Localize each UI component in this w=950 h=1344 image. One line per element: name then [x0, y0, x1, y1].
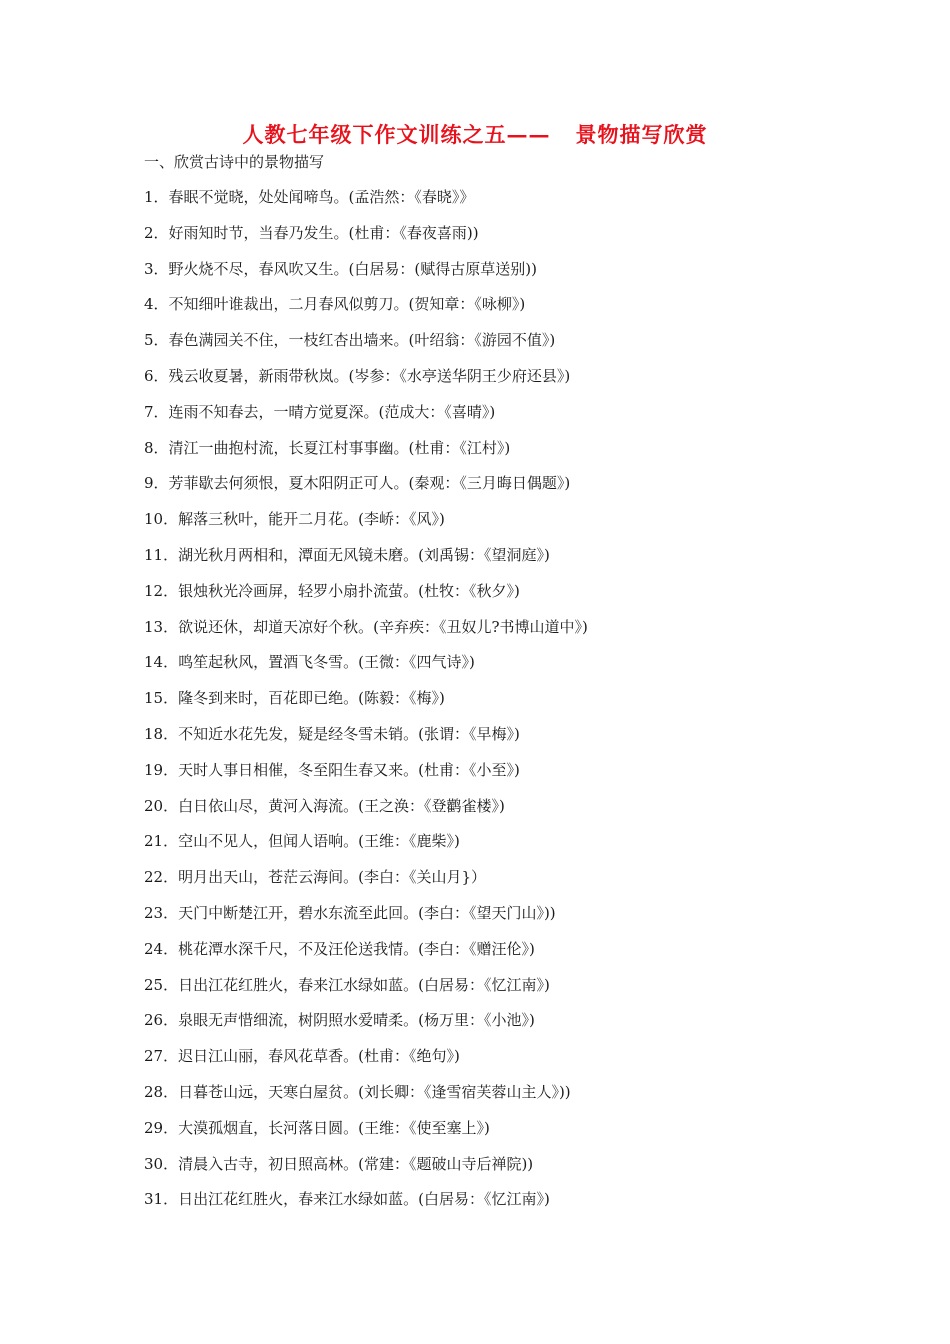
list-item — [144, 329, 588, 365]
list-item — [144, 1045, 588, 1081]
item-text: 日出江花红胜火，春来江水绿如蓝。(白居易：《忆江南》) — [178, 975, 550, 994]
list-item — [144, 902, 588, 938]
item-text: 桃花潭水深千尺，不及汪伦送我情。(李白：《赠汪伦》) — [178, 939, 535, 958]
item-text: 空山不见人，但闻人语响。(王维：《鹿柴》) — [178, 832, 460, 851]
item-text: 银烛秋光冷画屏，轻罗小扇扑流萤。(杜牧：《秋夕》) — [178, 581, 520, 600]
section-heading: 一、欣赏古诗中的景物描写 — [144, 153, 325, 171]
list-item — [144, 1153, 588, 1189]
item-number: 6． — [144, 366, 169, 385]
list-item — [144, 293, 588, 329]
list-item — [144, 1117, 588, 1153]
item-number: 19． — [144, 760, 179, 779]
item-text: 湖光秋月两相和，潭面无风镜未磨。(刘禹锡：《望洞庭》) — [178, 545, 550, 564]
item-text: 迟日江山丽，春风花草香。(杜甫：《绝句》) — [178, 1047, 460, 1066]
item-number: 27． — [144, 1047, 179, 1066]
item-number: 10． — [144, 510, 179, 529]
item-number: 12． — [144, 581, 179, 600]
item-number: 20． — [144, 796, 179, 815]
item-number: 2． — [144, 223, 169, 242]
item-text: 春眠不觉晓，处处闻啼鸟。(孟浩然：《春晓》》 — [168, 188, 475, 206]
list-item — [144, 616, 588, 652]
list-item — [144, 186, 588, 222]
list-item — [144, 437, 588, 473]
item-number: 7． — [144, 402, 169, 421]
item-text: 天时人事日相催，冬至阳生春又来。(杜甫：《小至》) — [178, 760, 520, 779]
item-text: 不知近水花先发，疑是经冬雪未销。(张谓：《早梅》) — [178, 724, 520, 743]
list-item — [144, 1188, 588, 1224]
item-number: 4． — [144, 295, 169, 314]
item-number: 5． — [144, 331, 169, 350]
item-number: 25． — [144, 975, 179, 994]
item-number: 24． — [144, 939, 179, 958]
item-text: 解落三秋叶，能开二月花。(李峤：《风》) — [178, 510, 445, 529]
list-item — [144, 795, 588, 831]
item-text: 残云收夏暑，新雨带秋岚。(岑参：《水亭送华阴王少府还县》) — [168, 366, 571, 385]
item-text: 连雨不知春去，一晴方觉夏深。(范成大：《喜晴》) — [168, 402, 496, 421]
list-item — [144, 759, 588, 795]
item-number: 31． — [144, 1190, 179, 1209]
list-item — [144, 544, 588, 580]
item-number: 9． — [144, 474, 169, 493]
list-item — [144, 974, 588, 1010]
item-text: 好雨知时节，当春乃发生。(杜甫：《春夜喜雨)) — [168, 223, 479, 242]
item-text: 不知细叶谁裁出，二月春风似剪刀。(贺知章：《咏柳》) — [168, 295, 526, 314]
item-number: 3． — [144, 259, 169, 278]
item-text: 芳菲歇去何须恨，夏木阳阴正可人。(秦观：《三月晦日偶题》) — [168, 474, 571, 493]
item-number: 21． — [144, 832, 179, 851]
list-item — [144, 651, 588, 687]
item-number: 14． — [144, 653, 179, 672]
item-text: 泉眼无声惜细流，树阴照水爱晴柔。(杨万里：《小池》) — [178, 1011, 535, 1030]
item-number: 22． — [144, 868, 179, 887]
item-number: 1． — [144, 188, 169, 206]
list-item — [144, 938, 588, 974]
list-item — [144, 580, 588, 616]
item-number: 29． — [144, 1118, 179, 1137]
item-text: 明月出天山，苍茫云海间。(李白：《关山月}） — [178, 868, 486, 887]
item-number: 13． — [144, 617, 179, 636]
list-item — [144, 258, 588, 294]
item-text: 隆冬到来时，百花即已绝。(陈毅：《梅》) — [178, 689, 445, 708]
list-item — [144, 723, 588, 759]
item-number: 15． — [144, 689, 179, 708]
document-title: 人教七年级下作文训练之五—— 景物描写欣赏 — [242, 122, 708, 147]
poem-list — [144, 186, 588, 1224]
item-text: 日暮苍山远，天寒白屋贫。(刘长卿：《逢雪宿芙蓉山主人》)) — [178, 1082, 571, 1101]
item-number: 26． — [144, 1011, 179, 1030]
item-number: 11． — [144, 545, 179, 564]
item-number: 8． — [144, 438, 169, 457]
list-item — [144, 472, 588, 508]
list-item — [144, 508, 588, 544]
list-item — [144, 365, 588, 401]
item-text: 白日依山尽，黄河入海流。(王之涣：《登鹳雀楼》) — [178, 796, 505, 815]
list-item — [144, 222, 588, 258]
list-item — [144, 687, 588, 723]
list-item — [144, 1009, 588, 1045]
list-item — [144, 401, 588, 437]
item-text: 大漠孤烟直，长河落日圆。(王维：《使至塞上》) — [178, 1118, 490, 1137]
item-text: 清江一曲抱村流，长夏江村事事幽。(杜甫：《江村》) — [168, 438, 511, 457]
item-text: 鸣笙起秋风，置酒飞冬雪。(王微：《四气诗》) — [178, 653, 475, 672]
list-item — [144, 830, 588, 866]
item-text: 日出江花红胜火，春来江水绿如蓝。(白居易：《忆江南》) — [178, 1190, 550, 1209]
item-number: 18． — [144, 724, 179, 743]
item-text: 欲说还休，却道天凉好个秋。(辛弃疾：《丑奴儿?书博山道中》) — [178, 617, 588, 636]
item-text: 春色满园关不住，一枝红杏出墙来。(叶绍翁：《游园不值》) — [168, 331, 556, 350]
item-text: 清晨入古寺，初日照高林。(常建：《题破山寺后禅院)) — [178, 1154, 534, 1173]
item-number: 30． — [144, 1154, 179, 1173]
list-item — [144, 866, 588, 902]
item-text: 野火烧不尽，春风吹又生。(白居易：(赋得古原草送别)) — [168, 259, 537, 278]
item-number: 23． — [144, 903, 179, 922]
item-number: 28． — [144, 1082, 179, 1101]
item-text: 天门中断楚江开，碧水东流至此回。(李白：《望天门山》)) — [178, 903, 556, 922]
list-item — [144, 1081, 588, 1117]
